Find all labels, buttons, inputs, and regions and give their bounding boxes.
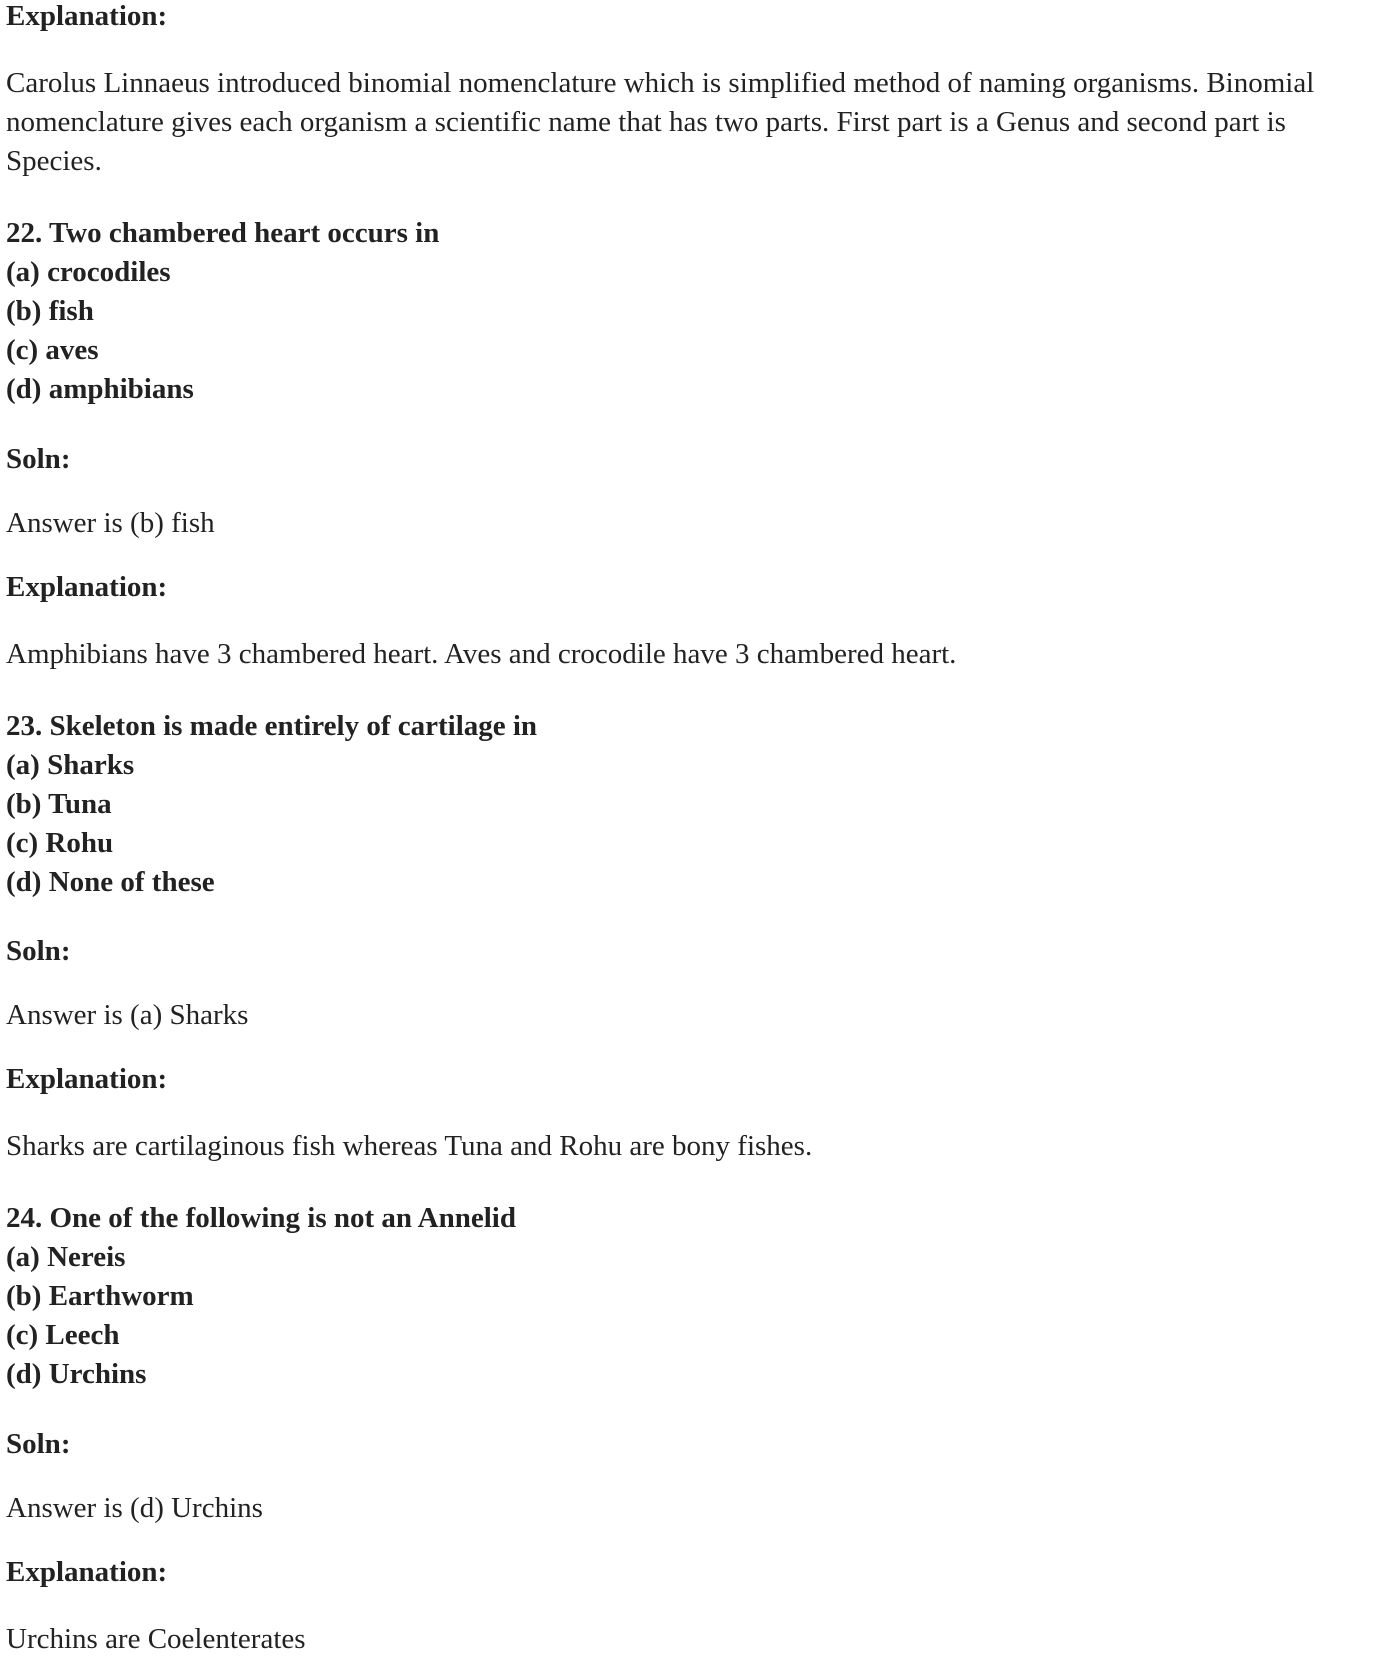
spacer [6,969,1320,999]
question-title: 24. One of the following is not an Annelid [6,1202,516,1235]
question-option: (b) Earthworm [6,1280,194,1313]
question-option: (c) aves [6,334,99,367]
spacer [6,674,1320,710]
question-option: (a) crocodiles [6,256,171,289]
explanation-text: Amphibians have 3 chambered heart. Aves and crocodile have 3 chambered heart. [6,637,957,670]
spacer [6,1033,1320,1063]
spacer [6,1097,1320,1127]
explanation-text: Sharks are cartilaginous fish whereas Tuna and Rohu are bony fishes. [6,1130,813,1163]
question-block [6,1202,1320,1659]
spacer [6,407,1320,443]
question-option: (b) fish [6,295,94,328]
spacer [6,899,1320,935]
question-block [6,710,1320,1167]
explanation-text: Urchins are Coelenterates [6,1622,306,1655]
answer-text: Answer is (d) Urchins [6,1491,263,1524]
spacer [6,1392,1320,1428]
spacer [6,541,1320,571]
spacer [6,1526,1320,1556]
soln-label: Soln: [6,935,71,968]
spacer [6,1462,1320,1492]
question-option: (b) Tuna [6,787,112,820]
question-option: (c) Leech [6,1319,120,1352]
explanation-text-intro: Carolus Linnaeus introduced binomial nomenclature which is simplified method of naming organisms. Binomial nomenclature gives each organism a scientific name that has two parts. First part is a Genus and second part is Species. [6,66,1315,178]
spacer [6,34,1320,64]
question-option: (c) Rohu [6,826,114,859]
spacer [6,181,1320,217]
explanation-label-intro: Explanation: [6,0,168,32]
question-block [6,217,1320,674]
question-option: (a) Sharks [6,748,135,781]
explanation-label: Explanation: [6,1555,168,1588]
explanation-label: Explanation: [6,570,168,603]
soln-label: Soln: [6,442,71,475]
question-title: 22. Two chambered heart occurs in [6,217,440,250]
question-title: 23. Skeleton is made entirely of cartilage in [6,709,538,742]
soln-label: Soln: [6,1427,71,1460]
spacer [6,1166,1320,1202]
spacer [6,477,1320,507]
question-option: (d) None of these [6,865,215,898]
answer-text: Answer is (b) fish [6,506,215,539]
question-option: (d) amphibians [6,373,194,406]
question-option: (a) Nereis [6,1241,126,1274]
spacer [6,605,1320,635]
question-option: (d) Urchins [6,1358,147,1391]
answer-text: Answer is (a) Sharks [6,999,249,1032]
explanation-label: Explanation: [6,1063,168,1096]
spacer [6,1590,1320,1620]
